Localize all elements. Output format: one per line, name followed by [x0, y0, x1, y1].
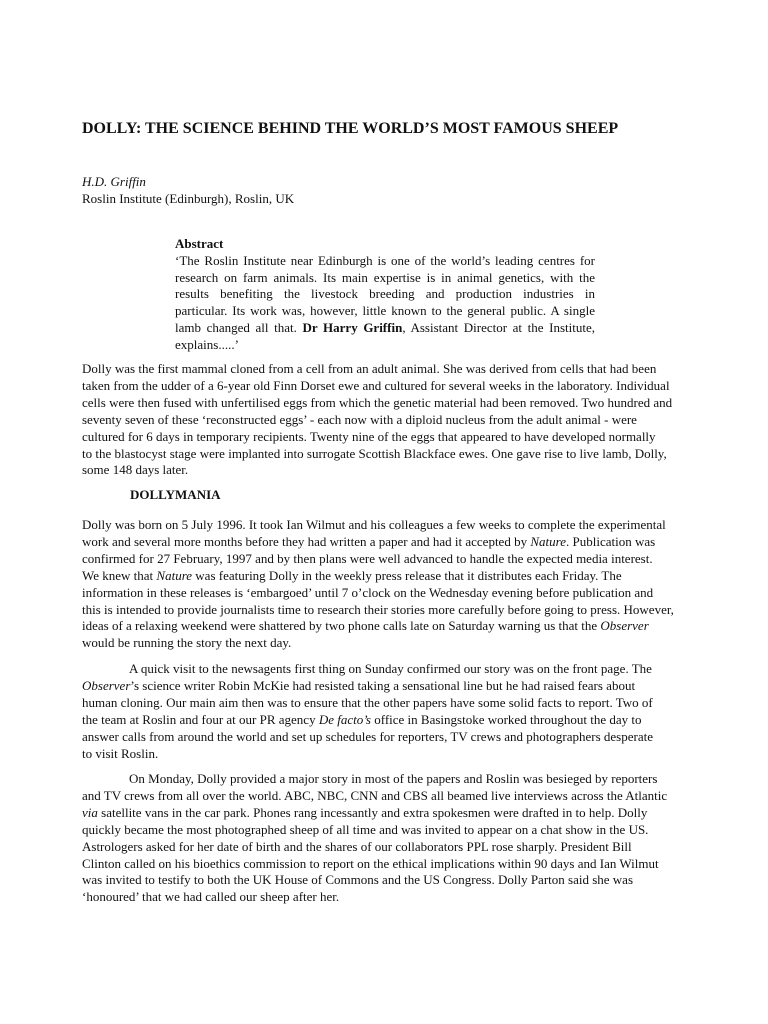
text-line: Dolly was the first mammal cloned from a cell from an adult animal. She was derived from cells that had been [82, 361, 657, 376]
journal-name: Nature [156, 567, 193, 583]
abstract-text: lamb changed all that. [175, 319, 297, 335]
abstract-line [175, 320, 595, 337]
text-line: cultured for 6 days in temporary recipients. Twenty nine of the eggs that appeared to have developed normally [82, 428, 656, 444]
text-line [82, 678, 687, 695]
text-span: ’s science writer Robin McKie had resisted taking a sensational line but he had raised fears about [130, 677, 636, 693]
text-line: Astrologers asked for her date of birth and the shares of our collaborators PPL rose sharply. President Bill [82, 838, 632, 854]
text-line: this is intended to provide journalists time to research their stories more carefully before going to press. However, [82, 601, 674, 617]
abstract-line: research on farm animals. Its main expertise is in animal genetics, with the [175, 269, 595, 285]
text-line: answer calls from around the world and set up schedules for reporters, TV crews and photographers desperate [82, 728, 653, 744]
text-span: was featuring Dolly in the weekly press release that it distributes each Friday. The [192, 567, 622, 583]
journal-name: Nature [530, 533, 566, 549]
text-line: Dolly was born on 5 July 1996. It took Ian Wilmut and his colleagues a few weeks to complete the experimental [82, 517, 666, 532]
text-span: satellite vans in the car park. Phones rang incessantly and extra spokesmen were drafted in to help. Dolly [97, 804, 648, 820]
text-line: some 148 days later. [82, 462, 189, 478]
paragraph-dollymania-1 [82, 517, 687, 652]
text-line [82, 712, 687, 729]
abstract-line: explains.....’ [175, 336, 239, 352]
author-block [82, 173, 294, 207]
text-line: On Monday, Dolly provided a major story in most of the papers and Roslin was besieged by reporters [129, 771, 658, 786]
text-span: ideas of a relaxing weekend were shattered by two phone calls late on Saturday warning us that the [82, 618, 601, 634]
text-line: to the blastocyst stage were implanted into surrogate Scottish Blackface ewes. One gave rise to live lamb, Dolly, [82, 445, 667, 461]
text-line [82, 805, 687, 822]
abstract-line: ‘The Roslin Institute near Edinburgh is one of the world’s leading centres for [175, 252, 595, 268]
paragraph-dollymania-3 [82, 771, 687, 906]
abstract-line: results benefiting the livestock breeding and production industries in [175, 286, 595, 302]
abstract-text: , Assistant Director at the Institute, [402, 319, 596, 335]
text-line: was invited to testify to both the UK House of Commons and the US Congress. Dolly Parton said she was [82, 872, 634, 888]
agency-name: De facto’s [318, 711, 371, 727]
text-line: confirmed for 27 February, 1997 and by then plans were well advanced to handle the expected media interest. [82, 550, 653, 566]
text-line [82, 618, 687, 635]
text-line: and TV crews from all over the world. ABC, NBC, CNN and CBS all beamed live interviews across the Atlantic [82, 787, 668, 803]
abstract-heading: Abstract [175, 236, 224, 251]
newspaper-name: Observer [82, 677, 131, 693]
text-line: human cloning. Our main aim then was to ensure that the other papers have some solid facts to report. Two of [82, 694, 653, 710]
text-line: would be running the story the next day. [82, 635, 292, 651]
text-line: cells were then fused with unfertilised eggs from which the genetic material had been removed. Two hundred and [82, 394, 673, 410]
text-line: taken from the udder of a 6-year old Finn Dorset ewe and cultured for several weeks in the laboratory. Individual [82, 377, 670, 393]
text-italic: via [82, 804, 98, 820]
abstract-line: particular. Its work was, however, little known to the general public. A single [175, 303, 595, 319]
section-heading-dollymania: DOLLYMANIA [130, 487, 221, 502]
text-span: We knew that [82, 567, 157, 583]
text-line: A quick visit to the newsagents first thing on Sunday confirmed our story was on the front page. The [129, 661, 652, 676]
newspaper-name: Observer [600, 618, 649, 634]
author-name: H.D. Griffin [82, 174, 146, 189]
author-affiliation: Roslin Institute (Edinburgh), Roslin, UK [82, 191, 295, 206]
text-line [82, 568, 687, 585]
text-span: the team at Roslin and four at our PR agency [82, 711, 319, 727]
abstract [175, 236, 595, 354]
text-line [82, 534, 687, 551]
text-span: . Publication was [565, 533, 656, 549]
text-line: to visit Roslin. [82, 745, 159, 761]
text-line: information in these releases is ‘embargoed’ until 7 o’clock on the Wednesday evening before publication and [82, 584, 654, 600]
abstract-author-name: Dr Harry Griffin [302, 319, 403, 335]
document-title: DOLLY: THE SCIENCE BEHIND THE WORLD’S MOST FAMOUS SHEEP [82, 120, 619, 137]
text-span: work and several more months before they had written a paper and had it accepted by [82, 533, 531, 549]
paragraph-intro [82, 361, 687, 479]
text-line: quickly became the most photographed sheep of all time and was invited to appear on a chat show in the US. [82, 821, 649, 837]
text-span: office in Basingstoke worked throughout the day to [370, 711, 642, 727]
text-line: seventy seven of these ‘reconstructed eggs’ - each now with a diploid nucleus from the adult animal - were [82, 411, 637, 427]
paragraph-dollymania-2 [82, 661, 687, 762]
text-line: ‘honoured’ that we had called our sheep after her. [82, 889, 340, 905]
text-line: Clinton called on his bioethics commission to report on the ethical implications within 90 days and Ian Wilmut [82, 855, 659, 871]
